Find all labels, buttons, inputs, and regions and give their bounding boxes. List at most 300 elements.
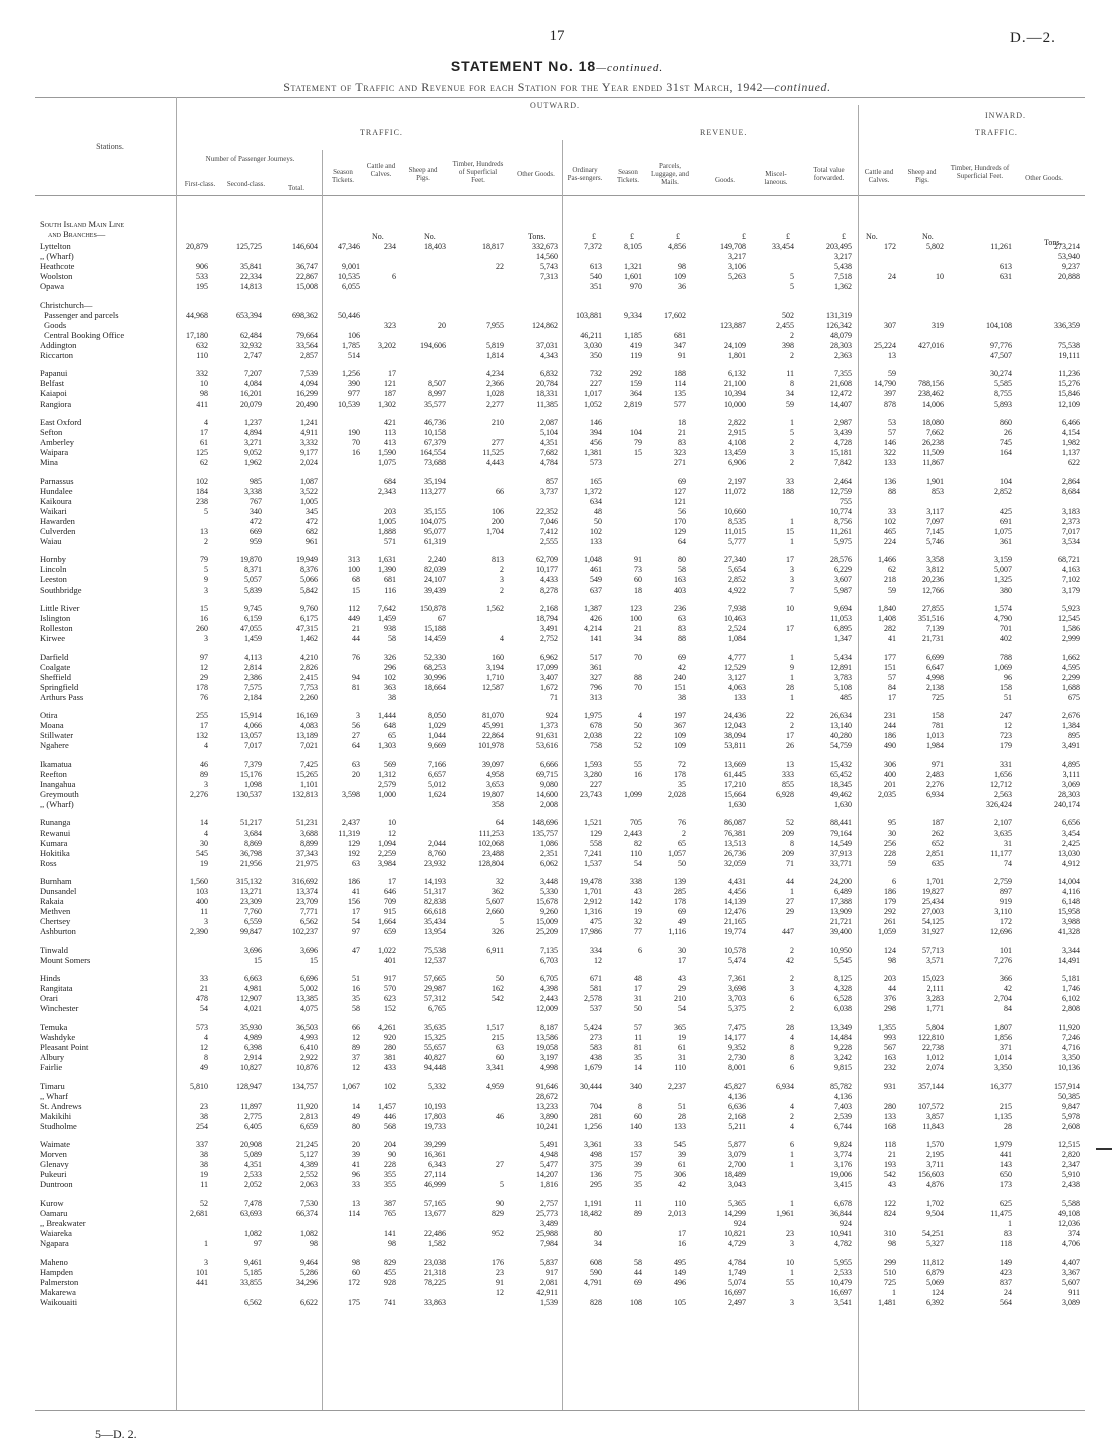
station-name: Timaru — [40, 1080, 65, 1091]
inward-cattle-cell: 824 — [884, 1208, 896, 1218]
sheep-pigs-cell: 1,624 — [428, 789, 446, 799]
goods-cell: 5,375 — [728, 1004, 746, 1014]
station-name: Otira — [40, 710, 58, 721]
inward-cattle-cell: 24 — [888, 272, 896, 282]
cattle-calves-cell: 648 — [384, 721, 396, 731]
inward-cattle-cell: 13 — [888, 350, 896, 360]
inward-other-cell: 1,586 — [1062, 624, 1080, 634]
goods-cell: 7,361 — [728, 974, 746, 984]
rev-season-tickets-cell: 340 — [630, 1081, 642, 1091]
inward-other-cell: 2,808 — [1062, 1004, 1080, 1014]
goods-cell: 15,664 — [724, 789, 746, 799]
sheep-pigs-cell: 33,863 — [424, 1297, 446, 1307]
station-name: Mount Somers — [40, 954, 91, 965]
timber-cell: 277 — [492, 438, 504, 448]
first-class-cell: 103 — [196, 887, 208, 897]
first-class-cell: 3 — [204, 917, 208, 927]
inward-timber-cell: 3,159 — [994, 555, 1012, 565]
cattle-calves-cell: 928 — [384, 1277, 396, 1287]
total-journeys-cell: 4,083 — [300, 721, 318, 731]
cattle-calves-cell: 3,984 — [378, 858, 396, 868]
cattle-calves-cell: 1,022 — [378, 945, 396, 955]
rev-season-tickets-cell: 39 — [634, 1160, 642, 1170]
rev-season-tickets-cell: 60 — [634, 1111, 642, 1121]
inward-other-cell: 1,982 — [1062, 438, 1080, 448]
station-name: Temuka — [40, 1021, 68, 1032]
cattle-calves-cell: 90 — [388, 1150, 396, 1160]
ordinary-passengers-cell: 80 — [594, 1229, 602, 1238]
cattle-calves-cell: 17 — [388, 369, 396, 379]
unit-no-cattle: No. — [372, 232, 384, 241]
parcels-cell: 31 — [678, 1053, 686, 1063]
station-name: Darfield — [40, 651, 69, 662]
goods-cell: 4,456 — [728, 887, 746, 897]
inward-cattle-cell: 168 — [884, 1121, 896, 1131]
station-name: Amberley — [40, 437, 74, 448]
rev-season-tickets-cell: 60 — [634, 575, 642, 585]
first-class-cell: 17 — [200, 721, 208, 731]
inward-timber-cell: 441 — [1000, 1150, 1012, 1160]
parcels-cell: 63 — [678, 614, 686, 623]
rev-season-tickets-cell: 69 — [634, 1277, 642, 1287]
station-name: Pukeuri — [40, 1169, 67, 1180]
second-class-cell: 20,079 — [240, 399, 262, 409]
timber-cell: 215 — [492, 1032, 504, 1042]
first-class-cell: 19 — [200, 858, 208, 868]
inward-timber-cell: 247 — [1000, 711, 1012, 721]
station-name: Little River — [40, 602, 80, 613]
other-goods-cell: 917 — [546, 1267, 558, 1277]
timber-cell: 22 — [496, 262, 504, 272]
other-goods-cell: 4,998 — [540, 1063, 558, 1073]
first-class-cell: 16 — [200, 614, 208, 623]
first-class-cell: 14 — [200, 818, 208, 828]
inward-other-cell: 3,069 — [1062, 779, 1080, 789]
timber-cell: 63 — [496, 1043, 504, 1052]
other-goods-cell: 17,099 — [536, 662, 558, 672]
parcels-cell: 35 — [678, 779, 686, 789]
station-name: ,, (Wharf) — [40, 799, 74, 809]
ordinary-passengers-cell: 2,038 — [584, 731, 602, 741]
sheep-pigs-cell: 78,225 — [424, 1277, 446, 1287]
total-forwarded-cell: 21,721 — [830, 917, 852, 927]
parcels-cell: 17,602 — [664, 310, 686, 320]
total-journeys-cell: 37,343 — [296, 848, 318, 858]
other-goods-cell: 8,187 — [540, 1022, 558, 1032]
inward-other-cell: 8,684 — [1062, 486, 1080, 496]
rev-season-tickets-cell: 21 — [634, 624, 642, 634]
inward-other-cell: 4,163 — [1062, 565, 1080, 575]
revenue-heading: REVENUE. — [700, 128, 748, 137]
inward-sheep-cell: 57,713 — [922, 945, 944, 955]
total-forwarded-cell: 755 — [840, 496, 852, 506]
season-tickets-cell: 449 — [348, 614, 360, 623]
ordinary-passengers-cell: 281 — [590, 1111, 602, 1121]
inward-cattle-cell: 298 — [884, 1004, 896, 1014]
sheep-pigs-cell: 194,606 — [420, 340, 446, 350]
inward-heading: INWARD. — [985, 111, 1026, 120]
station-name: Methven — [40, 906, 71, 917]
cattle-calves-cell: 280 — [384, 1043, 396, 1052]
miscellaneous-cell: 1 — [790, 652, 794, 662]
cattle-calves-cell: 1,075 — [378, 458, 396, 468]
inward-timber-cell: 1,069 — [994, 662, 1012, 672]
cattle-calves-cell: 323 — [384, 320, 396, 330]
unit-pound-misc: £ — [786, 232, 790, 241]
inward-timber-cell: 3,110 — [994, 907, 1012, 917]
miscellaneous-cell: 26 — [786, 741, 794, 751]
inward-cattle-cell: 133 — [884, 458, 896, 468]
station-name: Addington — [40, 339, 77, 350]
station-name: Rangitata — [40, 983, 73, 994]
first-class-cell: 255 — [196, 711, 208, 721]
first-class-cell: 400 — [196, 897, 208, 907]
total-forwarded-cell: 4,136 — [834, 1091, 852, 1101]
other-goods-cell: 18,794 — [536, 614, 558, 623]
parcels-cell: 271 — [674, 458, 686, 468]
other-goods-cell: 13,233 — [536, 1101, 558, 1111]
other-goods-cell: 1,816 — [540, 1180, 558, 1190]
second-class-cell: 51,217 — [240, 818, 262, 828]
goods-cell: 5,877 — [728, 1140, 746, 1150]
goods-cell: 2,700 — [728, 1160, 746, 1170]
parcels-cell: 30 — [678, 945, 686, 955]
parcels-cell: 49 — [678, 917, 686, 927]
other-goods-cell: 14,600 — [536, 789, 558, 799]
second-class-cell: 1,082 — [244, 1229, 262, 1238]
first-class-cell: 98 — [200, 389, 208, 399]
inward-other-cell: 11,236 — [1058, 369, 1080, 379]
inward-other-cell: 4,116 — [1062, 887, 1080, 897]
other-goods-cell: 20,784 — [536, 379, 558, 389]
inward-other-cell: 5,588 — [1062, 1198, 1080, 1208]
inward-cattle-cell: 30 — [888, 828, 896, 838]
second-class-cell: 15,176 — [240, 769, 262, 779]
second-class-cell: 7,017 — [244, 741, 262, 751]
inward-timber-cell: 47,507 — [990, 350, 1012, 360]
sheep-pigs-cell: 8,050 — [428, 711, 446, 721]
inward-cattle-cell: 228 — [884, 848, 896, 858]
first-class-cell: 478 — [196, 994, 208, 1004]
parcels-cell: 121 — [674, 496, 686, 506]
inward-other-cell: 6,102 — [1062, 994, 1080, 1004]
inward-sheep-cell: 27,003 — [922, 907, 944, 917]
total-journeys-cell: 2,552 — [300, 1170, 318, 1180]
miscellaneous-cell: 1,961 — [776, 1208, 794, 1218]
miscellaneous-cell: 15 — [786, 526, 794, 536]
second-class-cell: 62,484 — [240, 330, 262, 340]
first-class-cell: 3 — [204, 585, 208, 595]
inward-cattle-cell: 376 — [884, 994, 896, 1004]
other-goods-cell: 135,757 — [532, 828, 558, 838]
second-class-cell: 15,914 — [240, 711, 262, 721]
second-class-cell: 3,696 — [244, 945, 262, 955]
station-name: Washdyke — [40, 1031, 76, 1042]
season-tickets-cell: 15 — [352, 585, 360, 595]
first-class-cell: 20,879 — [186, 242, 208, 251]
inward-sheep-cell: 4,998 — [926, 672, 944, 682]
second-class-cell: 36,798 — [240, 848, 262, 858]
inward-other-cell: 911 — [1068, 1287, 1080, 1297]
sheep-pigs-cell: 94,448 — [424, 1063, 446, 1073]
parcels-cell: 210 — [674, 994, 686, 1004]
first-class-cell: 15 — [200, 603, 208, 613]
goods-cell: 7,475 — [728, 1022, 746, 1032]
miscellaneous-cell: 8 — [790, 1053, 794, 1063]
inward-other-cell: 2,425 — [1062, 838, 1080, 848]
goods-cell: 24,109 — [724, 340, 746, 350]
inward-cattle-cell: 163 — [884, 1053, 896, 1063]
parcels-cell: 4,856 — [668, 242, 686, 251]
inward-sheep-cell: 6,647 — [926, 662, 944, 672]
unit-no-inward-sheep: No. — [922, 232, 934, 241]
parcels-cell: 178 — [674, 897, 686, 907]
inward-sheep-cell: 3,857 — [926, 1111, 944, 1121]
rev-season-tickets-cell: 16 — [634, 769, 642, 779]
timber-cell: 7,955 — [486, 320, 504, 330]
ordinary-passengers-cell: 1,975 — [584, 711, 602, 721]
cattle-calves-cell: 659 — [384, 927, 396, 937]
goods-cell: 10,394 — [724, 389, 746, 399]
cattle-calves-cell: 938 — [384, 624, 396, 634]
cattle-calves-cell: 1,888 — [378, 526, 396, 536]
first-class-cell: 125 — [196, 448, 208, 458]
first-class-cell: 76 — [200, 692, 208, 702]
inward-other-cell: 15,958 — [1058, 907, 1080, 917]
total-forwarded-cell: 10,950 — [830, 945, 852, 955]
parcels-cell: 110 — [674, 1063, 686, 1073]
inward-timber-cell: 104,108 — [986, 320, 1012, 330]
sheep-pigs-cell: 16,361 — [424, 1150, 446, 1160]
inward-timber-cell: 860 — [1000, 417, 1012, 427]
inward-timber-cell: 361 — [1000, 536, 1012, 546]
season-tickets-cell: 63 — [352, 759, 360, 769]
miscellaneous-cell: 3 — [790, 565, 794, 575]
inward-sheep-cell: 6,934 — [926, 789, 944, 799]
footer-reference: 5—D. 2. — [95, 1427, 137, 1441]
season-tickets-cell: 98 — [352, 1257, 360, 1267]
inward-other-cell: 3,491 — [1062, 741, 1080, 751]
cattle-calves-cell: 709 — [384, 897, 396, 907]
rev-season-tickets-cell: 89 — [634, 1208, 642, 1218]
station-name: Runanga — [40, 817, 71, 828]
timber-cell: 66 — [496, 486, 504, 496]
second-class-cell: 4,084 — [244, 379, 262, 389]
miscellaneous-cell: 6,934 — [776, 1081, 794, 1091]
total-journeys-cell: 4,993 — [300, 1032, 318, 1042]
station-name: Riccarton — [40, 349, 74, 360]
inward-sheep-cell: 5,804 — [926, 1022, 944, 1032]
section-heading-line2: and Branches— — [48, 229, 106, 239]
inward-timber-cell: 1,135 — [994, 1111, 1012, 1121]
cattle-calves-cell: 355 — [384, 1180, 396, 1190]
miscellaneous-cell: 2 — [790, 350, 794, 360]
parcels-cell: 38 — [678, 692, 686, 702]
inward-sheep-cell: 15,023 — [922, 974, 944, 984]
season-tickets-cell: 112 — [348, 603, 360, 613]
total-journeys-cell: 2,813 — [300, 1111, 318, 1121]
station-name: Waikouaiti — [40, 1296, 78, 1307]
season-tickets-cell: 10,535 — [338, 272, 360, 282]
other-goods-cell: 2,757 — [540, 1198, 558, 1208]
goods-cell: 3,127 — [728, 672, 746, 682]
miscellaneous-cell: 8 — [790, 379, 794, 389]
total-journeys-cell: 7,771 — [300, 907, 318, 917]
second-class-cell: 653,394 — [236, 310, 262, 320]
cattle-calves-cell: 646 — [384, 887, 396, 897]
first-class-cell: 533 — [196, 272, 208, 282]
timber-cell: 4,959 — [486, 1081, 504, 1091]
inward-sheep-cell: 5,802 — [926, 242, 944, 251]
goods-cell: 1,630 — [728, 800, 746, 809]
inward-timber-cell: 1,807 — [994, 1022, 1012, 1032]
sheep-pigs-cell: 35,635 — [424, 1022, 446, 1032]
total-journeys-cell: 698,362 — [292, 310, 318, 320]
total-forwarded-cell: 4,782 — [834, 1239, 852, 1249]
station-name: Palmerston — [40, 1276, 79, 1287]
inward-cattle-cell: 1,059 — [878, 927, 896, 937]
total-forwarded-cell: 12,759 — [830, 486, 852, 496]
total-journeys-cell: 4,075 — [300, 1004, 318, 1014]
total-journeys-cell: 1,101 — [300, 779, 318, 789]
goods-cell: 16,697 — [724, 1287, 746, 1297]
parcels-cell: 114 — [674, 379, 686, 389]
timber-cell: 6,911 — [486, 945, 504, 955]
timber-cell: 39,097 — [482, 759, 504, 769]
total-forwarded-cell: 7,518 — [834, 272, 852, 282]
cattle-calves-cell: 121 — [384, 379, 396, 389]
goods-cell: 10,578 — [724, 945, 746, 955]
inward-cattle-cell: 98 — [888, 955, 896, 965]
inward-timber-cell: 1,979 — [994, 1140, 1012, 1150]
second-class-cell: 125,725 — [236, 242, 262, 251]
parcels-cell: 178 — [674, 769, 686, 779]
inward-timber-cell: 8,755 — [994, 389, 1012, 399]
total-forwarded-cell: 5,955 — [834, 1257, 852, 1267]
sheep-pigs-cell: 55,657 — [424, 1043, 446, 1052]
total-forwarded-cell: 14,484 — [830, 1032, 852, 1042]
total-forwarded-cell: 8,125 — [834, 974, 852, 984]
inward-cattle-cell: 931 — [884, 1081, 896, 1091]
ordinary-passengers-cell: 327 — [590, 672, 602, 682]
rev-season-tickets-cell: 55 — [634, 759, 642, 769]
cattle-calves-cell: 829 — [384, 1257, 396, 1267]
inward-cattle-cell: 25,224 — [874, 340, 896, 350]
other-goods-cell: 18,331 — [536, 389, 558, 399]
other-goods-cell: 4,351 — [540, 438, 558, 448]
inward-sheep-cell: 357,144 — [918, 1081, 944, 1091]
cattle-calves-cell: 326 — [384, 652, 396, 662]
timber-cell: 176 — [492, 1257, 504, 1267]
rev-season-tickets-cell: 48 — [634, 974, 642, 984]
second-class-cell: 3,271 — [244, 438, 262, 448]
total-journeys-cell: 2,415 — [300, 672, 318, 682]
goods-cell: 10,821 — [724, 1229, 746, 1238]
season-tickets-cell: 70 — [352, 438, 360, 448]
station-name: Kirwee — [40, 633, 66, 644]
sheep-pigs-cell: 52,330 — [424, 652, 446, 662]
goods-cell: 45,827 — [724, 1081, 746, 1091]
parcels-cell: 2 — [682, 828, 686, 838]
total-forwarded-cell: 6,678 — [834, 1198, 852, 1208]
inward-other-cell: 240,174 — [1054, 800, 1080, 809]
goods-cell: 13,459 — [724, 448, 746, 458]
inward-cattle-cell: 62 — [888, 565, 896, 575]
sheep-pigs-cell: 57,312 — [424, 994, 446, 1004]
inward-sheep-cell: 7,145 — [926, 526, 944, 536]
other-goods-cell: 7,984 — [540, 1239, 558, 1249]
goods-cell: 4,729 — [728, 1239, 746, 1249]
second-class-cell: 14,813 — [240, 282, 262, 292]
goods-cell: 4,431 — [728, 877, 746, 887]
sheep-pigs-cell: 35,155 — [424, 506, 446, 516]
season-tickets-cell: 63 — [352, 858, 360, 868]
statement-title-main: STATEMENT No. 18 — [450, 58, 597, 74]
ordinary-passengers-cell: 46,211 — [580, 330, 602, 340]
inward-cattle-cell: 33 — [888, 506, 896, 516]
inward-sheep-cell: 3,358 — [926, 555, 944, 565]
inward-timber-cell: 143 — [1000, 1160, 1012, 1170]
cattle-calves-cell: 1,302 — [378, 399, 396, 409]
rev-season-tickets-cell: 11 — [634, 1198, 642, 1208]
rev-season-tickets-cell: 1,185 — [624, 330, 642, 340]
inward-sheep-cell: 2,276 — [926, 779, 944, 789]
total-forwarded-cell: 12,891 — [830, 662, 852, 672]
sheep-pigs-cell: 57,165 — [424, 1198, 446, 1208]
inward-other-cell: 28,303 — [1058, 789, 1080, 799]
total-forwarded-cell: 924 — [840, 1218, 852, 1228]
season-tickets-cell: 3,598 — [342, 789, 360, 799]
inward-cattle-cell: 400 — [884, 769, 896, 779]
inward-cattle-cell: 53 — [888, 417, 896, 427]
goods-cell: 4,136 — [728, 1091, 746, 1101]
season-tickets-cell: 390 — [348, 379, 360, 389]
inward-timber-cell: 164 — [1000, 448, 1012, 458]
sheep-pigs-cell: 35,577 — [424, 399, 446, 409]
rev-season-tickets-cell: 18 — [634, 585, 642, 595]
sheep-pigs-cell: 40,827 — [424, 1053, 446, 1063]
inward-cattle-cell: 224 — [884, 536, 896, 546]
inward-other-cell: 15,846 — [1058, 389, 1080, 399]
goods-cell: 19,774 — [724, 927, 746, 937]
goods-cell: 12,476 — [724, 907, 746, 917]
inward-timber-cell: 97,776 — [990, 340, 1012, 350]
first-class-cell: 573 — [196, 1022, 208, 1032]
inward-other-cell: 2,438 — [1062, 1180, 1080, 1190]
ordinary-passengers-cell: 7,241 — [584, 848, 602, 858]
total-forwarded-cell: 21,608 — [830, 379, 852, 389]
goods-cell: 7,938 — [728, 603, 746, 613]
timber-cell: 106 — [492, 506, 504, 516]
ordinary-passengers-cell: 50 — [594, 516, 602, 526]
second-class-cell: 6,405 — [244, 1121, 262, 1131]
total-forwarded-cell: 37,913 — [830, 848, 852, 858]
ordinary-passengers-cell: 1,387 — [584, 603, 602, 613]
inward-cattle-cell: 1,840 — [878, 603, 896, 613]
first-class-cell: 97 — [200, 652, 208, 662]
first-class-cell: 12 — [200, 662, 208, 672]
season-tickets-cell: 44 — [352, 634, 360, 644]
other-goods-cell: 15,678 — [536, 897, 558, 907]
other-goods-cell: 7,682 — [540, 448, 558, 458]
timber-cell: 60 — [496, 1053, 504, 1063]
inward-cattle-cell: 59 — [888, 585, 896, 595]
other-goods-cell: 25,988 — [536, 1229, 558, 1238]
total-forwarded-cell: 2,533 — [834, 1267, 852, 1277]
total-journeys-cell: 1,087 — [300, 476, 318, 486]
first-class-cell: 337 — [196, 1140, 208, 1150]
goods-cell: 2,524 — [728, 624, 746, 634]
